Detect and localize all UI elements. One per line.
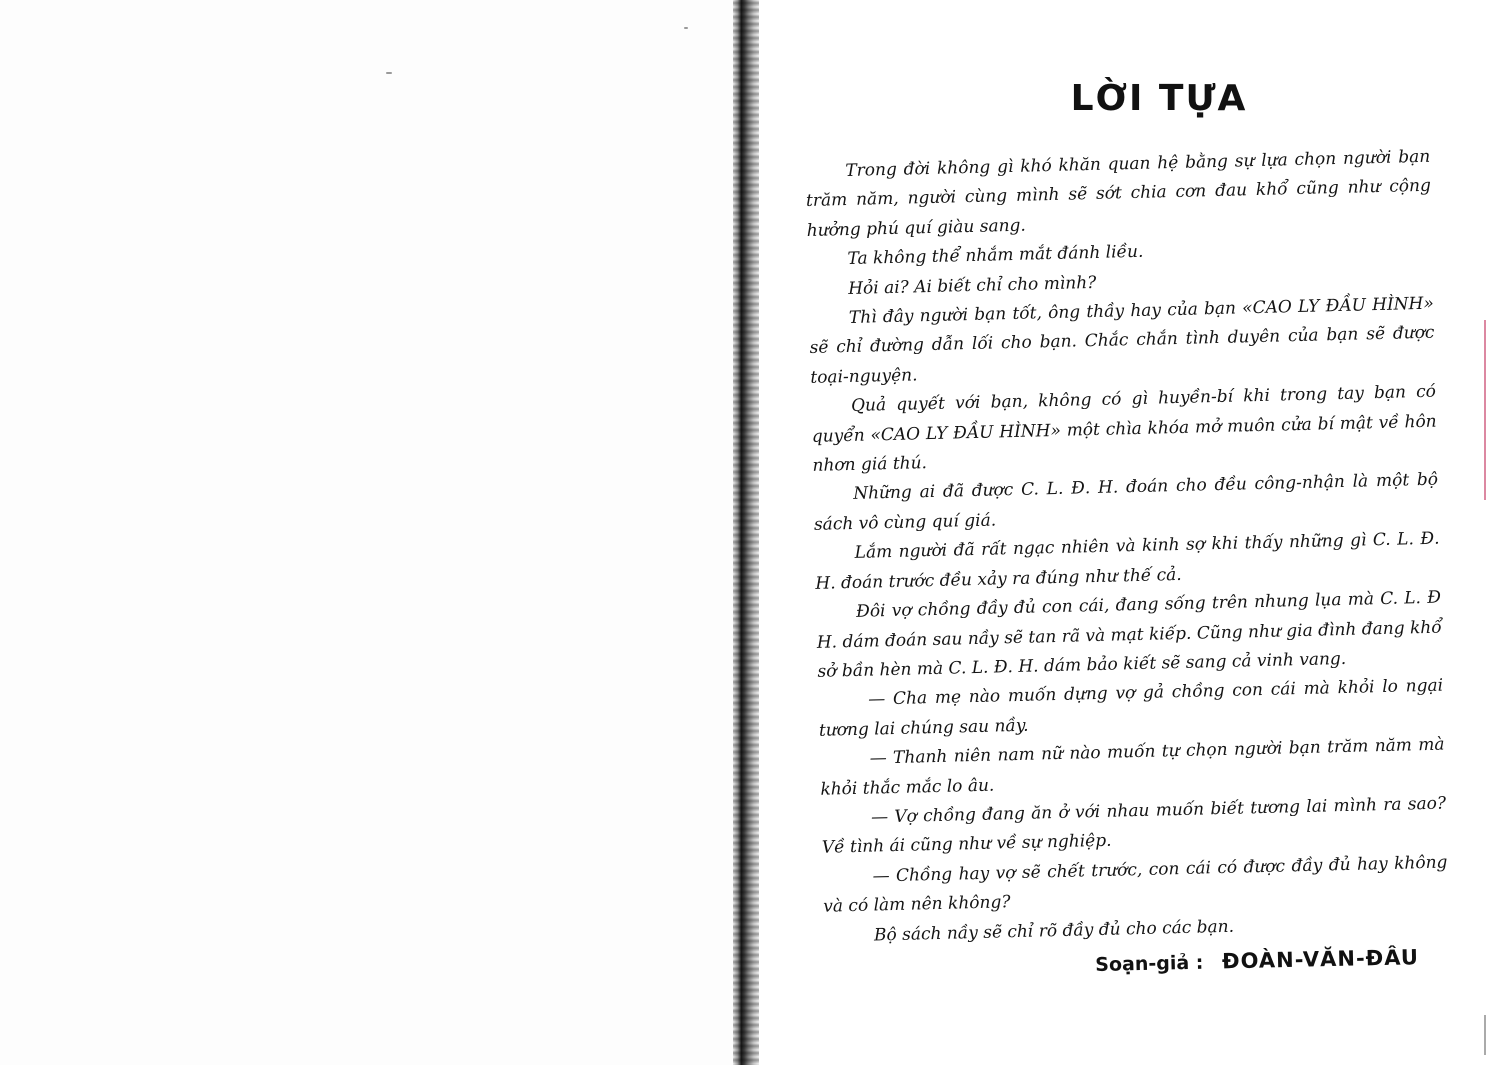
book-spine — [733, 0, 759, 1065]
paragraph: Lắm người đã rất ngạc nhiên và kinh sợ khi thấy những gì C. L. Đ. H. đoán trước đều xảy ra đúng như thế cả. — [815, 528, 1440, 594]
paragraph: Quả quyết với bạn, không có gì huyền-bí khi trong tay bạn có quyển «CAO LY ĐẦU HÌNH» một chìa khóa mở muôn cửa bí mật về hôn nhơn giá thú. — [811, 381, 1437, 476]
signature-label: Soạn-giả : — [1095, 951, 1204, 976]
paragraph: — Cha mẹ nào muốn dựng vợ gả chồng con cái mà khỏi lo ngại tương lai chúng sau nầy. — [818, 675, 1444, 741]
paragraph: Những ai đã được C. L. Đ. H. đoán cho đều công-nhận là một bộ sách vô cùng quí giá. — [813, 470, 1439, 535]
left-page — [0, 0, 733, 1065]
paragraph: Bộ sách nầy sẽ chỉ rõ đầy đủ cho các bạn. — [873, 916, 1235, 946]
paragraph: — Thanh niên nam nữ nào muốn tự chọn người bạn trăm năm mà khỏi thắc mắc lo âu. — [820, 734, 1445, 800]
author-signature — [1095, 945, 1419, 976]
page-edge-mark — [1484, 1015, 1486, 1055]
paragraph: Đôi vợ chồng đầy đủ con cái, đang sống trên nhung lụa mà C. L. Đ H. dám đoán sau nầy sẽ tan rã và mạt kiếp. Cũng như gia đình đang khổ sở bần hèn mà C. L. Đ. H. dám bảo kiết sẽ sang cả vinh vang. — [816, 587, 1442, 682]
paragraph: — Vợ chồng đang ăn ở với nhau muốn biết tương lai mình ra sao? Về tình ái cũng như về sự nghiệp. — [821, 793, 1447, 859]
paragraph: Hỏi ai? Ai biết chỉ cho mình? — [847, 272, 1097, 299]
paragraph: — Chồng hay vợ sẽ chết trước, con cái có được đầy đủ hay không và có làm nên không? — [823, 852, 1448, 917]
paragraph: Thì đây người bạn tốt, ông thầy hay của bạn «CAO LY ĐẦU HÌNH» sẽ chỉ đường dẫn lối cho bạn. Chắc chắn tình duyên của bạn sẽ được toại-nguyện. — [809, 293, 1435, 388]
page-title: LỜI TỰA — [1070, 78, 1248, 119]
paragraph: Trong đời không gì khó khăn quan hệ bằng sự lựa chọn người bạn trăm năm, người cùng mình sẽ sớt chia cơn đau khổ cũng như cộng hưởng phú quí giàu sang. — [805, 146, 1432, 241]
speck-mark — [386, 72, 392, 74]
paragraph: Ta không thể nhắm mắt đánh liều. — [847, 241, 1144, 270]
right-page — [759, 0, 1490, 1065]
preface-body — [805, 143, 1449, 952]
speck-mark — [684, 27, 688, 29]
page-edge-mark — [1484, 320, 1486, 500]
author-name: ĐOÀN-VĂN-ĐÂU — [1221, 945, 1420, 974]
